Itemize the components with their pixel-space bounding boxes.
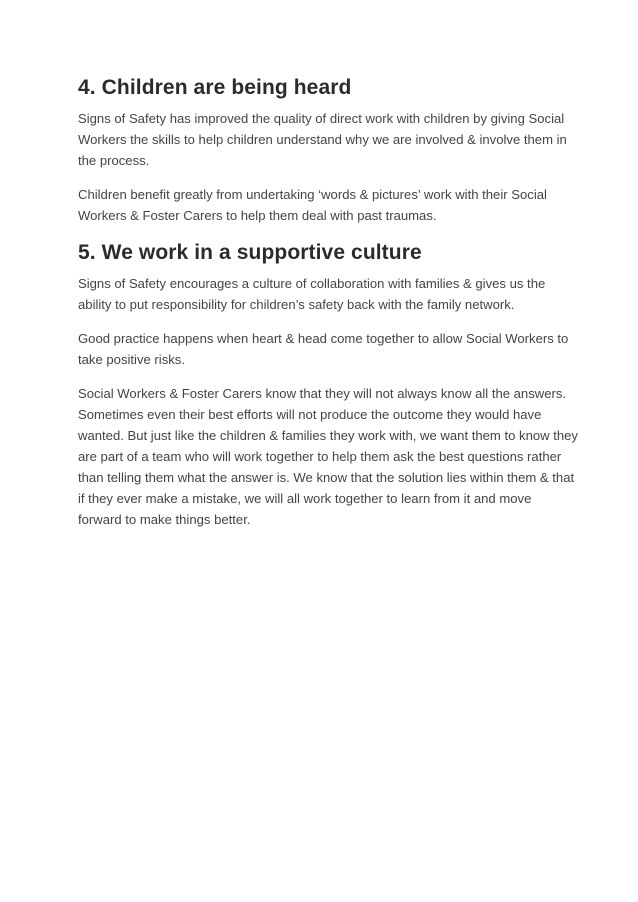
section-paragraph: Children benefit greatly from undertaking ‘words & pictures’ work with their Social Workers & Foster Carers to help them deal with past traumas.	[78, 187, 547, 223]
section-paragraph: Signs of Safety has improved the quality of direct work with children by giving Social Workers the skills to help children understand why we are involved & involve them in the process.	[78, 111, 567, 168]
section-paragraph: Social Workers & Foster Carers know that they will not always know all the answers. Sometimes even their best efforts will not produce the outcome they would have wanted. But just like the children & families they work with, we want them to know they are part of a team who will work together to help them ask the best questions rather than telling them what the answer is. We know that the solution lies within them & that if they ever make a mistake, we will all work together to learn from it and move forward to make things better.	[78, 386, 578, 527]
section-supportive-culture	[78, 239, 578, 530]
section-paragraph: Good practice happens when heart & head come together to allow Social Workers to take positive risks.	[78, 331, 569, 367]
section-heading: 5. We work in a supportive culture	[78, 241, 422, 264]
section-heading: 4. Children are being heard	[78, 76, 352, 99]
section-children-heard	[78, 74, 578, 226]
section-paragraph: Signs of Safety encourages a culture of collaboration with families & gives us the ability to put responsibility for children’s safety back with the family network.	[78, 276, 546, 312]
